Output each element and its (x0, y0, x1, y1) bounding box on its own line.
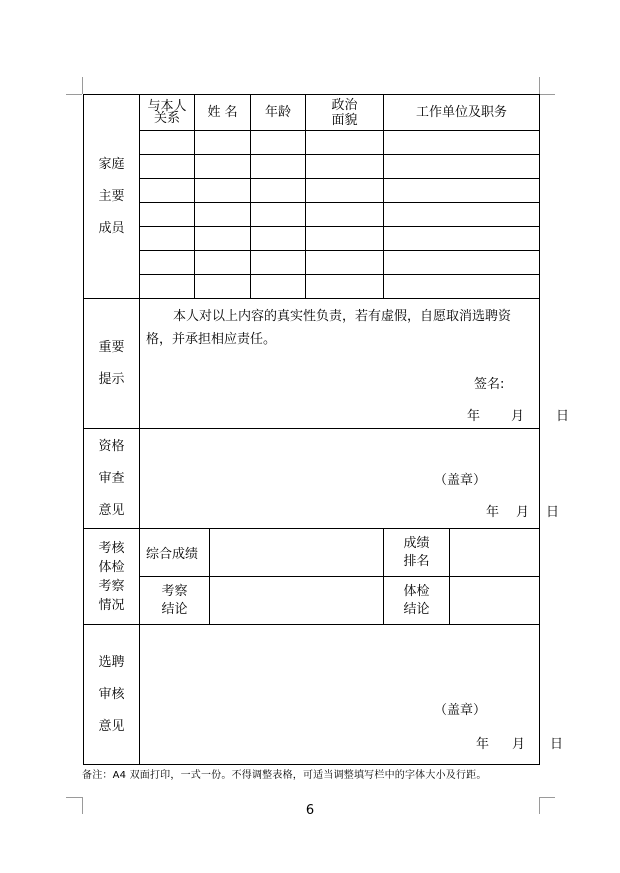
family-relation-cell[interactable] (140, 131, 195, 155)
inspection-conclusion-line-2: 结论 (161, 601, 188, 617)
inspection-conclusion-line-1: 考察 (161, 583, 188, 599)
review-date-month: 月 (512, 737, 526, 752)
family-age-cell[interactable] (251, 203, 306, 227)
family-relation-cell[interactable] (140, 155, 195, 179)
family-label-line-3: 成员 (98, 220, 125, 236)
family-name-cell[interactable] (195, 155, 251, 179)
score-rank-line-1: 成绩 (403, 535, 430, 551)
family-work-cell[interactable] (384, 227, 540, 251)
qualification-seal: （盖章） (434, 473, 487, 488)
crop-mark-top-left (82, 77, 83, 94)
family-work-cell[interactable] (384, 275, 540, 299)
header-political-line-1: 政治 (331, 97, 358, 113)
family-age-cell[interactable] (251, 227, 306, 251)
qualification-label-line-2: 审查 (98, 470, 125, 486)
family-relation-cell[interactable] (140, 179, 195, 203)
declaration-date-year: 年 (467, 409, 481, 424)
crop-mark-bottom-right (539, 797, 555, 798)
score-rank-label (384, 529, 450, 577)
family-work-cell[interactable] (384, 179, 540, 203)
assessment-label-line-3: 考察 (98, 578, 125, 594)
declaration-content (140, 299, 570, 429)
family-relation-cell[interactable] (140, 275, 195, 299)
family-political-cell[interactable] (306, 179, 384, 203)
family-political-cell[interactable] (306, 131, 384, 155)
review-section-label (84, 625, 140, 765)
family-work-cell[interactable] (384, 251, 540, 275)
medical-conclusion-line-2: 结论 (403, 601, 430, 617)
score-rank-value[interactable] (450, 529, 540, 577)
family-political-cell[interactable] (306, 227, 384, 251)
family-name-cell[interactable] (195, 131, 251, 155)
family-relation-cell[interactable] (140, 227, 195, 251)
qualification-date-day: 日 (546, 505, 560, 520)
family-political-cell[interactable] (306, 203, 384, 227)
header-relation-line-1: 与本人 (147, 98, 187, 114)
family-name-cell[interactable] (195, 179, 251, 203)
medical-conclusion-line-1: 体检 (403, 583, 430, 599)
header-age: 年龄 (251, 95, 306, 131)
declaration-section-label (84, 299, 140, 429)
family-label-line-1: 家庭 (98, 156, 125, 172)
assessment-label-line-4: 情况 (98, 597, 125, 613)
qualification-section-label (84, 429, 140, 529)
family-name-cell[interactable] (195, 275, 251, 299)
inspection-conclusion-value[interactable] (210, 577, 384, 625)
score-rank-line-2: 排名 (403, 553, 430, 569)
page-number: 6 (305, 803, 315, 818)
family-work-cell[interactable] (384, 203, 540, 227)
family-age-cell[interactable] (251, 275, 306, 299)
header-work: 工作单位及职务 (384, 95, 540, 131)
family-row (84, 227, 540, 251)
family-age-cell[interactable] (251, 155, 306, 179)
family-row (84, 131, 540, 155)
review-seal: （盖章） (434, 703, 487, 718)
qualification-date-year: 年 (486, 505, 500, 520)
declaration-label-line-2: 提示 (98, 371, 125, 387)
review-label-line-1: 选聘 (98, 654, 125, 670)
inspection-conclusion-label (140, 577, 210, 625)
declaration-date-month: 月 (511, 409, 525, 424)
assessment-label-line-2: 体检 (98, 559, 125, 575)
registration-form-table (83, 94, 570, 765)
family-name-cell[interactable] (195, 251, 251, 275)
assessment-section-label (84, 529, 140, 625)
declaration-date-day: 日 (556, 409, 570, 424)
family-age-cell[interactable] (251, 251, 306, 275)
header-political (306, 95, 384, 131)
family-row (84, 203, 540, 227)
header-name: 姓 名 (195, 95, 251, 131)
family-political-cell[interactable] (306, 275, 384, 299)
crop-mark-top-right (539, 77, 540, 94)
header-political-line-2: 面貌 (331, 112, 358, 128)
qualification-content[interactable] (140, 429, 560, 529)
family-row (84, 179, 540, 203)
assessment-label-line-1: 考核 (98, 540, 125, 556)
family-political-cell[interactable] (306, 155, 384, 179)
review-label-line-3: 意见 (98, 718, 125, 734)
family-label-line-2: 主要 (98, 188, 125, 204)
family-name-cell[interactable] (195, 227, 251, 251)
family-relation-cell[interactable] (140, 203, 195, 227)
header-relation (140, 95, 195, 131)
family-row (84, 155, 540, 179)
signature-label: 签名: (474, 377, 505, 392)
family-section-label (84, 95, 140, 299)
crop-mark-top-right (539, 94, 555, 95)
family-row (84, 251, 540, 275)
qualification-label-line-1: 资格 (98, 438, 125, 454)
medical-conclusion-value[interactable] (450, 577, 540, 625)
qualification-label-line-3: 意见 (98, 502, 125, 518)
declaration-label-line-1: 重要 (98, 339, 125, 355)
review-label-line-2: 审核 (98, 686, 125, 702)
header-relation-line-2: 关系 (153, 110, 180, 126)
declaration-text: 本人对以上内容的真实性负责，若有虚假，自愿取消选聘资格，并承担相应责任。 (146, 309, 512, 347)
family-row (84, 275, 540, 299)
crop-mark-bottom-left (66, 797, 82, 798)
review-content[interactable] (140, 625, 564, 765)
family-work-cell[interactable] (384, 155, 540, 179)
family-relation-cell[interactable] (140, 251, 195, 275)
family-work-cell[interactable] (384, 131, 540, 155)
footer-note: 备注：A4 双面打印，一式一份。不得调整表格，可适当调整填写栏中的字体大小及行距。 (82, 770, 487, 781)
family-age-cell[interactable] (251, 179, 306, 203)
family-age-cell[interactable] (251, 131, 306, 155)
review-date-day: 日 (550, 737, 564, 752)
composite-score-label: 综合成绩 (140, 529, 210, 577)
review-date-year: 年 (476, 737, 490, 752)
qualification-date-month: 月 (516, 505, 530, 520)
crop-mark-top-left (66, 94, 82, 95)
composite-score-value[interactable] (210, 529, 384, 577)
medical-conclusion-label (384, 577, 450, 625)
family-political-cell[interactable] (306, 251, 384, 275)
family-name-cell[interactable] (195, 203, 251, 227)
